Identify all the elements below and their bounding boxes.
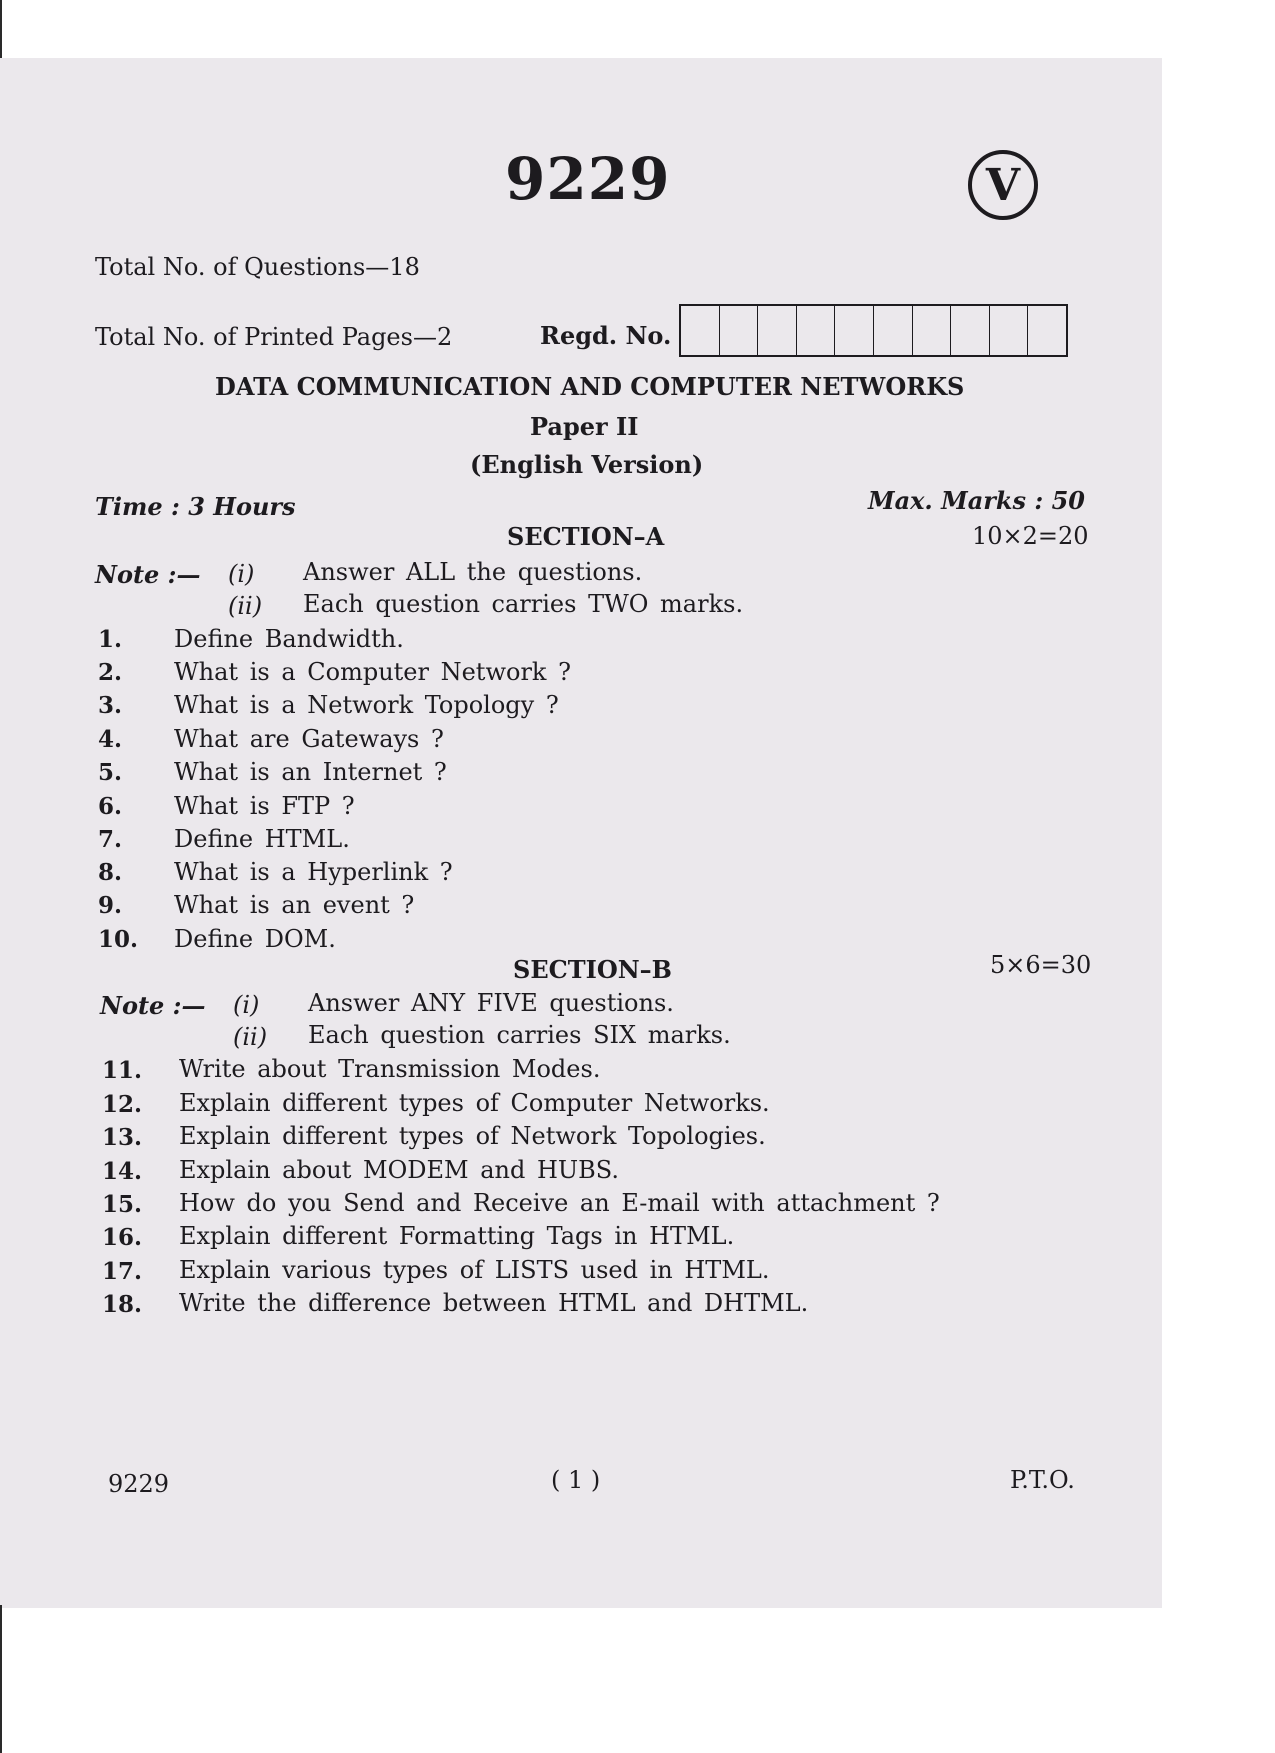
question-number: 10. bbox=[98, 926, 139, 953]
question-text: Write about Transmission Modes. bbox=[179, 1055, 601, 1083]
question-text: What is FTP ? bbox=[174, 792, 355, 820]
question-number: 16. bbox=[102, 1224, 143, 1251]
question-number: 11. bbox=[102, 1057, 143, 1084]
section-b-note-label: Note :— bbox=[100, 991, 206, 1020]
question-text: Write the difference between HTML and DHTML. bbox=[179, 1289, 809, 1317]
max-marks: Max. Marks : 50 bbox=[868, 486, 1086, 515]
time-allowed: Time : 3 Hours bbox=[95, 492, 296, 521]
note-text: Answer ALL the questions. bbox=[303, 558, 643, 586]
scan-edge-line bbox=[0, 1605, 2, 1753]
question-text: Explain different Formatting Tags in HTML. bbox=[179, 1222, 735, 1250]
pto-label: P.T.O. bbox=[1010, 1466, 1075, 1494]
section-b-title: SECTION–B bbox=[513, 955, 672, 984]
subject-title: DATA COMMUNICATION AND COMPUTER NETWORKS bbox=[215, 372, 965, 401]
question-number: 2. bbox=[98, 659, 123, 686]
question-text: What is an Internet ? bbox=[174, 758, 447, 786]
note-text: Each question carries TWO marks. bbox=[303, 590, 744, 618]
question-number: 12. bbox=[102, 1091, 143, 1118]
note-num: (i) bbox=[233, 991, 260, 1019]
question-number: 5. bbox=[98, 759, 123, 786]
question-text: What is a Computer Network ? bbox=[174, 658, 571, 686]
question-number: 6. bbox=[98, 793, 123, 820]
footer-paper-code: 9229 bbox=[108, 1470, 170, 1498]
note-text: Answer ANY FIVE questions. bbox=[308, 989, 674, 1017]
question-number: 14. bbox=[102, 1158, 143, 1185]
section-a-marks: 10×2=20 bbox=[972, 522, 1089, 550]
question-text: Define Bandwidth. bbox=[174, 625, 404, 653]
total-questions: Total No. of Questions—18 bbox=[95, 253, 420, 281]
regd-no-boxes[interactable] bbox=[679, 304, 1068, 357]
total-printed-pages: Total No. of Printed Pages—2 bbox=[95, 323, 453, 351]
question-text: What is a Hyperlink ? bbox=[174, 858, 453, 886]
version-circle-mark: V bbox=[968, 150, 1038, 220]
section-b-marks: 5×6=30 bbox=[990, 951, 1092, 979]
page-number: ( 1 ) bbox=[551, 1466, 601, 1494]
question-text: Explain different types of Network Topologies. bbox=[179, 1122, 766, 1150]
paper-number: Paper II bbox=[530, 412, 639, 441]
regd-no-label: Regd. No. bbox=[540, 321, 672, 350]
note-num: (ii) bbox=[233, 1023, 268, 1051]
question-number: 3. bbox=[98, 692, 123, 719]
question-number: 13. bbox=[102, 1124, 143, 1151]
question-number: 1. bbox=[98, 626, 123, 653]
question-text: What are Gateways ? bbox=[174, 725, 444, 753]
question-number: 18. bbox=[102, 1291, 143, 1318]
section-a-note-label: Note :— bbox=[95, 560, 201, 589]
question-number: 8. bbox=[98, 859, 123, 886]
note-text: Each question carries SIX marks. bbox=[308, 1021, 731, 1049]
version-label: (English Version) bbox=[470, 450, 704, 479]
question-text: Explain various types of LISTS used in HTML. bbox=[179, 1256, 770, 1284]
question-text: How do you Send and Receive an E-mail with attachment ? bbox=[179, 1189, 940, 1217]
question-text: Define DOM. bbox=[174, 925, 336, 953]
question-number: 7. bbox=[98, 826, 123, 853]
question-text: What is a Network Topology ? bbox=[174, 691, 559, 719]
question-text: Explain different types of Computer Networks. bbox=[179, 1089, 770, 1117]
question-number: 17. bbox=[102, 1258, 143, 1285]
question-number: 15. bbox=[102, 1191, 143, 1218]
question-text: Explain about MODEM and HUBS. bbox=[179, 1156, 619, 1184]
note-num: (i) bbox=[228, 560, 255, 588]
paper-code-heading: 9229 bbox=[505, 145, 671, 213]
scan-edge-line bbox=[0, 0, 2, 64]
question-text: What is an event ? bbox=[174, 891, 415, 919]
note-num: (ii) bbox=[228, 592, 263, 620]
section-a-title: SECTION–A bbox=[507, 522, 665, 551]
question-number: 4. bbox=[98, 726, 123, 753]
question-text: Define HTML. bbox=[174, 825, 350, 853]
question-number: 9. bbox=[98, 892, 123, 919]
